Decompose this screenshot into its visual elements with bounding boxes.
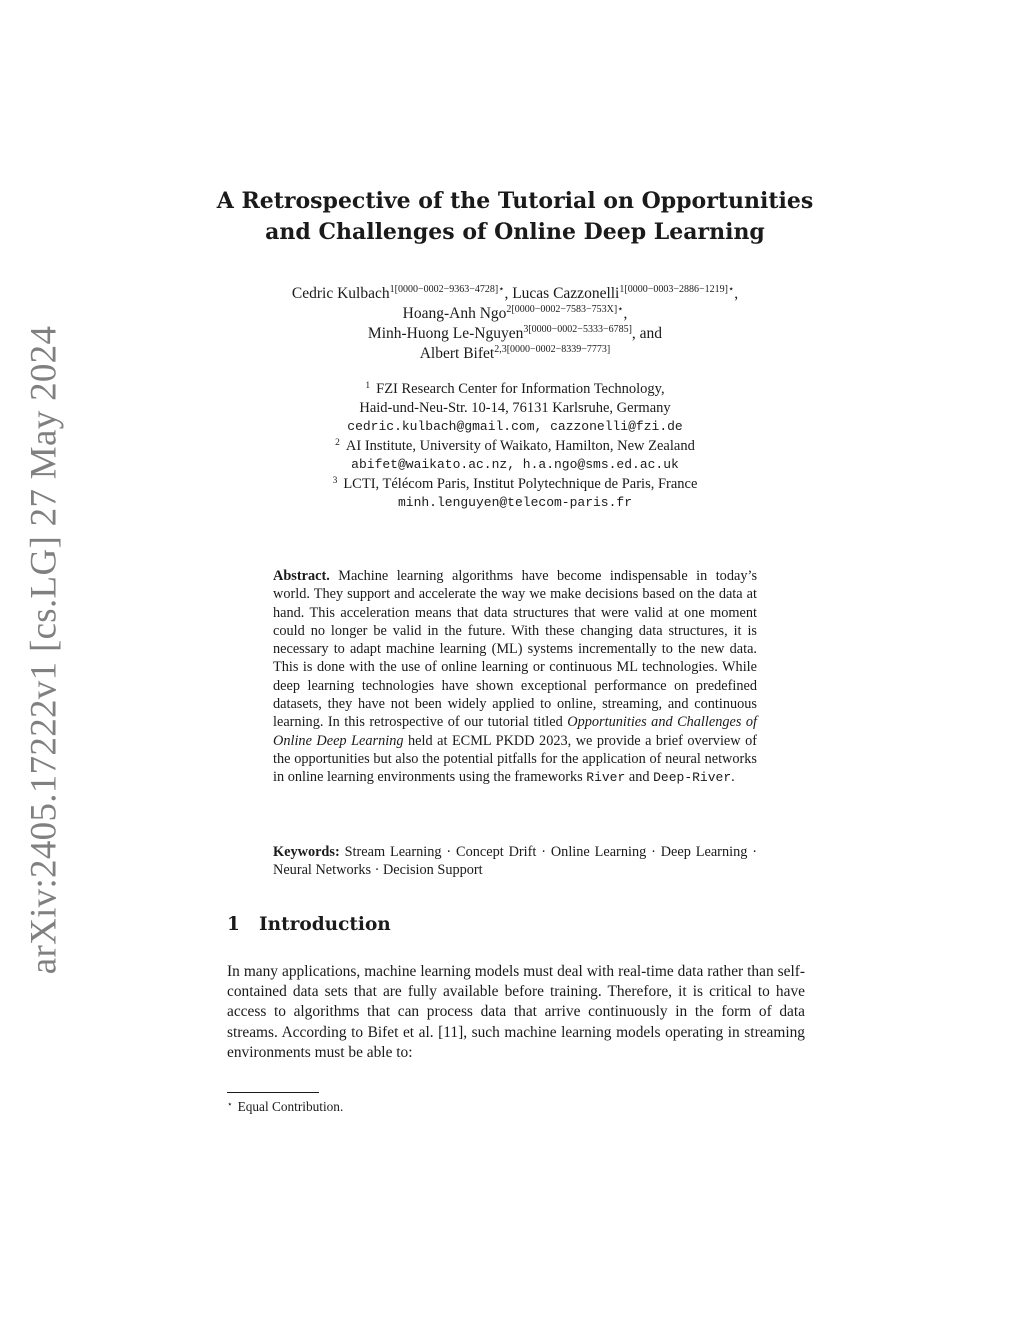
footnote [227,1096,343,1115]
affiliation-line: FZI Research Center for Information Technology, [376,381,665,397]
author-list [200,284,830,364]
author-name: Minh-Huong Le-Nguyen [367,325,524,342]
keywords-text: Stream Learning · Concept Drift · Online Learning · Deep Learning · Neural Networks · Decision Support [273,844,757,879]
author-name: Cedric Kulbach [291,285,390,302]
framework-name: Deep-River [653,770,732,786]
keywords [273,843,757,880]
author-orcid: 3[0000−0002−5333−6785] [523,324,632,335]
intro-paragraph: In many applications, machine learning models must deal with real-time data rather than self-contained data sets that are fully available before training. Therefore, it is critical to have access to algorithms that can process data that arrive continuously in the form of data streams. According to Bifet et al. [11], such machine learning models operating in streaming environments must be able to: [227,963,805,1061]
section-title: Introduction [259,914,391,935]
affiliation-line: Haid-und-Neu-Str. 10-14, 76131 Karlsruhe, Germany [359,399,671,416]
abstract-text: held at ECML PKDD 2023, we provide a brief overview of the opportunities but also the potential pitfalls for the application of neural networks in online learning environments using the frameworks [273,732,758,786]
paper-title [200,186,830,248]
affiliation-email[interactable]: cedric.kulbach@gmail.com, cazzonelli@fzi.de [347,419,683,434]
title-line-2: and Challenges of Online Deep Learning [265,219,765,245]
affiliation-3 [200,475,830,513]
keywords-label: Keywords: [273,844,340,860]
affiliation-line: LCTI, Télécom Paris, Institut Polytechnique de Paris, France [343,475,698,492]
affiliation-number: 2 [335,437,340,448]
abstract [273,567,757,788]
author-separator: , [504,285,513,302]
framework-name: River [586,770,626,786]
section-heading [227,914,391,935]
title-line-1: A Retrospective of the Tutorial on Opportunities [216,188,814,214]
author-name: Albert Bifet [419,345,495,362]
affiliation-number: 3 [332,475,338,486]
affiliation-list [200,380,830,513]
author-separator: , [734,285,739,302]
affiliation-number: 1 [365,381,371,391]
author-orcid: 2[0000−0002−7583−753X]⋆ [506,304,624,315]
author-orcid: 2,3[0000−0002−8339−7773] [494,344,611,355]
affiliation-line: AI Institute, University of Waikato, Hamilton, New Zealand [345,437,695,454]
affiliation-2 [200,437,830,475]
author-name: Lucas Cazzonelli [512,285,620,302]
author-name: Hoang-Anh Ngo [402,305,507,322]
author-orcid: 1[0000−0003−2886−1219]⋆ [619,284,735,295]
abstract-text: Machine learning algorithms have become indispensable in today’s world. They support and accelerate the way we make decisions based on the data at hand. This acceleration means that data structures that were valid at one moment could no longer be valid in the future. With these changing data structures, it is necessary to adapt machine learning (ML) systems incrementally to the new data. This is done with the use of online learning or continuous ML technologies. While deep learning technologies have shown exceptional performance on predefined datasets, they have not been widely applied to online, streaming, and continuous learning. In this retrospective of our tutorial titled [273,568,758,731]
abstract-label: Abstract. [273,568,330,584]
affiliation-1 [200,380,830,437]
affiliation-email[interactable]: minh.lenguyen@telecom-paris.fr [397,495,633,510]
footnote-mark: ⋆ [227,1099,233,1109]
tutorial-title: Opportunities and Challenges of Online Deep Learning [273,714,758,749]
abstract-text: and [628,769,650,786]
affiliation-email[interactable]: abifet@waikato.ac.nz, h.a.ngo@sms.ed.ac.uk [351,457,679,472]
footnote-rule [227,1092,319,1093]
author-separator: , [623,305,628,322]
section-number: 1 [227,914,240,935]
abstract-text: . [731,769,735,786]
footnote-text: Equal Contribution. [237,1099,344,1114]
arxiv-identifier-stamp: arXiv:2405.17222v1 [cs.LG] 27 May 2024 [23,325,65,975]
author-orcid: 1[0000−0002−9363−4728]⋆ [389,284,505,295]
author-separator: , and [631,325,663,342]
